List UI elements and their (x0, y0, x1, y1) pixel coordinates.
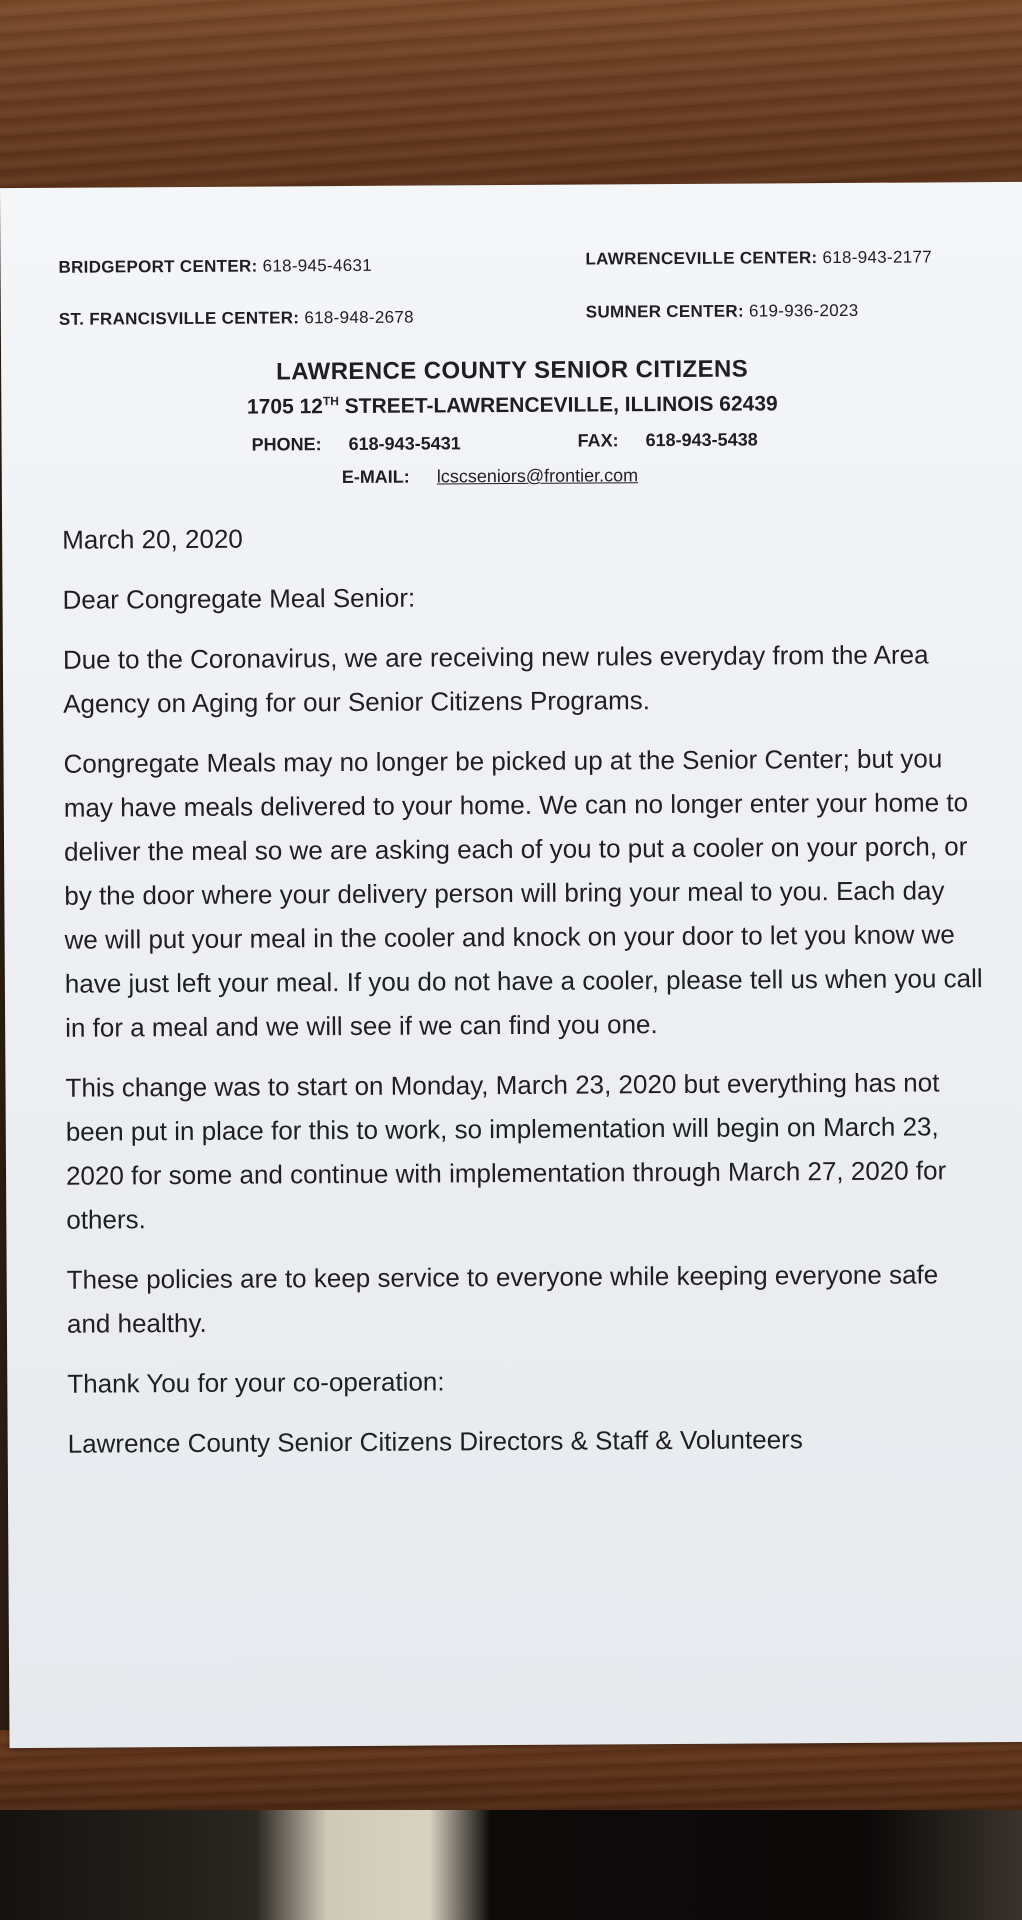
lawrenceville-center-label: LAWRENCEVILLE CENTER: (585, 248, 818, 269)
organization-name: LAWRENCE COUNTY SENIOR CITIZENS (276, 355, 749, 386)
email-line (342, 465, 638, 488)
sumner-center (586, 301, 859, 323)
letter-sheet (0, 182, 1022, 1748)
letter-body (62, 512, 988, 1482)
phone-label: PHONE: (251, 434, 322, 455)
email-address-link[interactable]: lcscseniors@frontier.com (436, 465, 639, 487)
paragraph-meal-delivery: Congregate Meals may no longer be picked up at the Senior Center; but you may have meals delivered to your home. We can no longer enter your home to deliver the meal so we are asking each of you to put a cooler on your porch, or by the door where your delivery person will bring your meal to you. Each day we will put your meal in the cooler and knock on your door to let you know we have just left your meal. If you do not have a cooler, please tell us when you call in for a meal and we will see if we can find you one. (63, 743, 983, 1043)
st-francisville-center-phone: 618-948-2678 (304, 307, 414, 328)
fax-number: 618-943-5438 (645, 429, 758, 451)
letter-closing: Thank You for your co-operation: (67, 1366, 445, 1399)
letter-date: March 20, 2020 (62, 523, 243, 555)
fax-line (578, 429, 758, 451)
sumner-center-label: SUMNER CENTER: (585, 301, 744, 322)
phone-line (252, 433, 461, 455)
floor-background (0, 1810, 1022, 1920)
address-number: 1705 12 (246, 395, 323, 419)
paragraph-coronavirus-rules: Due to the Coronavirus, we are receiving new rules everyday from the Area Agency on Aging for our Senior Citizens Programs. (62, 639, 929, 719)
lawrenceville-center-phone: 618-943-2177 (822, 247, 933, 268)
letter-salutation: Dear Congregate Meal Senior: (62, 582, 416, 615)
st-francisville-center (59, 308, 414, 330)
bridgeport-center-label: BRIDGEPORT CENTER: (58, 256, 258, 277)
email-label: E-MAIL: (341, 466, 410, 488)
letter-signature: Lawrence County Senior Citizens Directors & Staff & Volunteers (67, 1424, 803, 1459)
sumner-center-phone: 619-936-2023 (748, 300, 859, 321)
address-street: STREET-LAWRENCEVILLE, ILLINOIS 62439 (338, 392, 778, 419)
paragraph-implementation-dates: This change was to start on Monday, March 23, 2020 but everything has not been put in place for this to work, so implementation will begin on March 23, 2020 for some and continue with implementation through March 27, 2020 for others. (65, 1067, 947, 1235)
bridgeport-center (58, 256, 372, 278)
address-superscript: TH (322, 394, 339, 409)
lawrenceville-center (585, 247, 932, 269)
fax-label: FAX: (577, 430, 619, 451)
st-francisville-center-label: ST. FRANCISVILLE CENTER: (58, 308, 300, 329)
paragraph-policies: These policies are to keep service to everyone while keeping everyone safe and healthy. (66, 1259, 939, 1339)
bridgeport-center-phone: 618-945-4631 (262, 255, 373, 276)
organization-address (1, 390, 1022, 421)
phone-number: 618-943-5431 (348, 433, 461, 454)
